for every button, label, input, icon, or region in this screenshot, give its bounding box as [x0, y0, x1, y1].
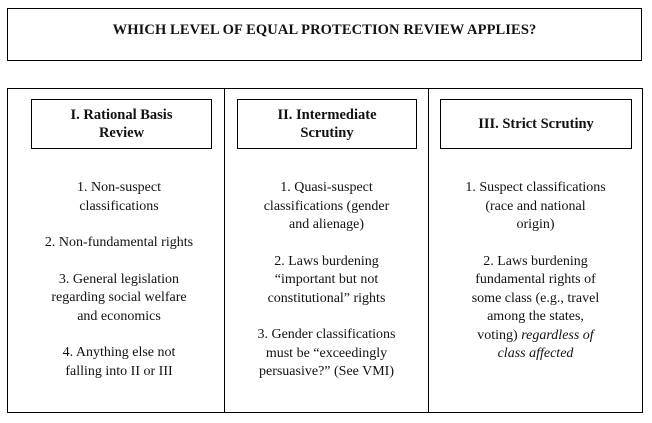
diagram-title: WHICH LEVEL OF EQUAL PROTECTION REVIEW APPLIES? — [112, 22, 537, 38]
column-rational-basis — [8, 89, 224, 412]
item-line: classifications — [79, 198, 159, 214]
item-line: classifications (gender — [263, 198, 390, 214]
item-line: “important but not — [274, 272, 379, 287]
item-line: constitutional” rights — [267, 290, 386, 306]
list-item — [22, 234, 216, 253]
list-item — [231, 253, 422, 309]
column-heading-rational-basis — [31, 99, 212, 149]
item-line: fundamental rights of — [475, 272, 596, 287]
item-line: 1. Suspect classifications — [465, 180, 606, 195]
list-item — [231, 179, 422, 235]
column-heading-intermediate-scrutiny — [237, 99, 417, 149]
list-item — [22, 271, 216, 327]
title-box — [7, 8, 642, 61]
item-line: among the states, — [487, 309, 584, 324]
heading-line: II. Intermediate — [277, 107, 377, 123]
italic-emphasis: regardless of — [521, 327, 594, 343]
item-line: 2. Laws burdening — [274, 253, 379, 269]
list-item — [22, 179, 216, 216]
list-item — [231, 326, 422, 382]
item-line: and alienage) — [288, 217, 364, 232]
item-line: must be “exceedingly — [265, 345, 388, 361]
item-line: persuasive?” (See VMI) — [258, 364, 395, 379]
item-line: some class (e.g., travel — [471, 290, 600, 306]
item-line: 4. Anything else not — [62, 345, 176, 360]
italic-emphasis: class affected — [497, 346, 574, 361]
heading-line: Scrutiny — [300, 125, 354, 141]
item-line: 1. Quasi-suspect — [280, 180, 373, 195]
list-item — [435, 179, 636, 235]
item-line: origin) — [516, 217, 555, 232]
item-line: 2. Non-fundamental rights — [44, 235, 194, 250]
item-line: 3. General legislation — [58, 271, 180, 287]
item-line: (race and national — [485, 198, 586, 214]
item-text: voting) — [477, 327, 518, 343]
column-intermediate-scrutiny — [224, 89, 428, 412]
list-item — [22, 344, 216, 381]
item-line: and economics — [77, 308, 161, 324]
column-strict-scrutiny — [428, 89, 642, 412]
levels-frame — [7, 88, 643, 413]
heading-line: Review — [98, 125, 145, 141]
item-line — [435, 327, 636, 346]
heading-line: I. Rational Basis — [70, 107, 173, 123]
list-item — [435, 253, 636, 364]
item-line: 1. Non-suspect — [77, 180, 161, 195]
heading-line: III. Strict Scrutiny — [478, 116, 594, 132]
item-line: 3. Gender classifications — [257, 327, 396, 342]
item-line: 2. Laws burdening — [483, 253, 588, 269]
item-line: falling into II or III — [65, 363, 173, 379]
item-line: regarding social welfare — [51, 290, 187, 305]
column-heading-strict-scrutiny — [440, 99, 632, 149]
